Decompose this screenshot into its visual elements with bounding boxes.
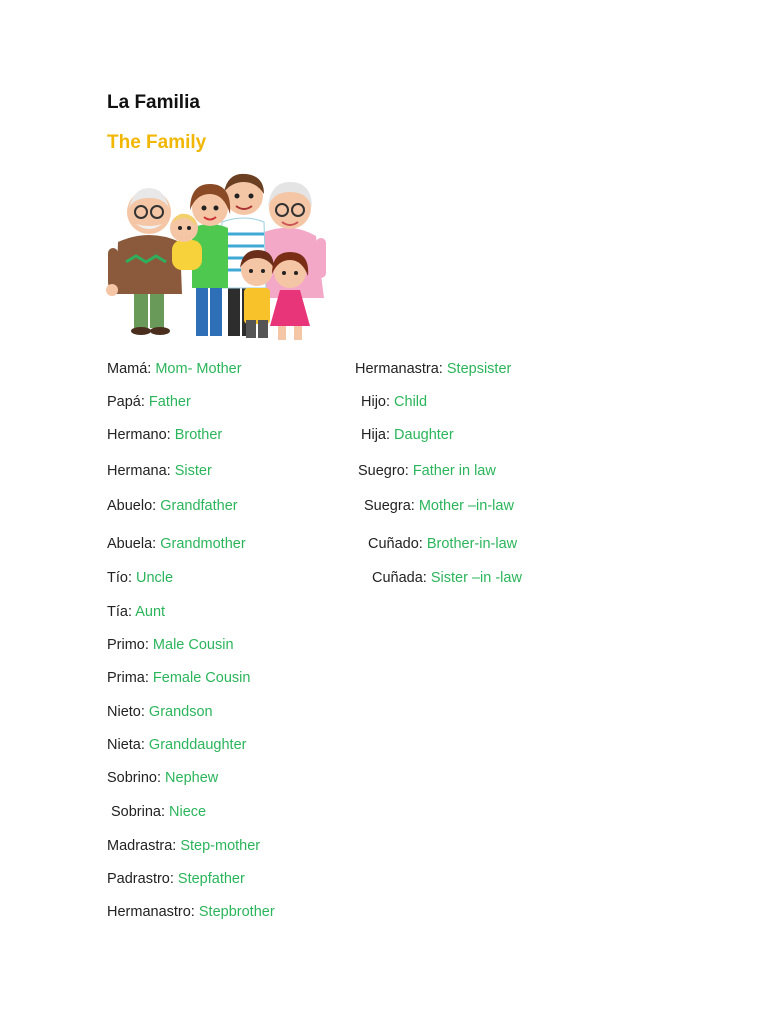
spanish-term: Sobrina: [111,804,170,820]
english-translation: Brother [174,427,223,443]
english-translation: Mom- Mother [155,361,242,377]
english-translation: Stepfather [177,871,245,887]
spanish-term: Hermano: [107,427,175,443]
grandfather-figure [106,188,182,335]
english-translation: Mother –in-law [418,498,514,514]
vocab-right-entry [355,361,511,377]
spanish-term: Padrastro: [107,871,178,887]
spanish-term: Papá: [107,394,149,410]
english-translation: Sister –in -law [430,570,522,586]
english-translation: Brother-in-law [426,536,518,552]
page-title: La Familia [107,92,200,113]
spanish-term: Abuela: [107,536,161,552]
vocab-right-entry [361,394,427,410]
vocab-right-entry [361,427,454,443]
vocab-left-entry [107,670,250,686]
vocab-left-entry [107,904,275,920]
vocab-left-entry [107,361,242,377]
spanish-term: Suegra: [364,498,419,514]
vocab-left-entry [107,770,218,786]
spanish-term: Prima: [107,670,153,686]
spanish-term: Cuñada: [372,570,431,586]
family-illustration [104,170,332,346]
page-subtitle: The Family [107,132,207,153]
english-translation: Stepsister [446,361,512,377]
english-translation: Grandson [148,704,213,720]
english-translation: Child [394,394,428,410]
spanish-term: Cuñado: [368,536,427,552]
spanish-term: Hijo: [361,394,395,410]
vocab-right-entry [372,570,522,586]
vocab-right-entry [358,463,496,479]
english-translation: Uncle [136,570,174,586]
vocab-left-entry [107,637,234,653]
spanish-term: Hermana: [107,463,175,479]
english-translation: Male Cousin [152,637,234,653]
english-translation: Stepbrother [198,904,275,920]
vocab-left-entry [111,804,206,820]
spanish-term: Hermanastro: [107,904,199,920]
vocab-right-entry [364,498,514,514]
english-translation: Father [148,394,191,410]
english-translation: Daughter [394,427,454,443]
english-translation: Niece [169,804,207,820]
spanish-term: Sobrino: [107,770,166,786]
english-translation: Female Cousin [152,670,251,686]
english-translation: Aunt [135,604,166,620]
english-translation: Nephew [165,770,219,786]
vocab-left-entry [107,570,173,586]
spanish-term: Hermanastra: [355,361,447,377]
vocab-left-entry [107,604,165,620]
vocab-left-entry [107,427,222,443]
english-translation: Father in law [412,463,496,479]
spanish-term: Mamá: [107,361,156,377]
spanish-term: Hija: [361,427,395,443]
spanish-term: Tío: [107,570,137,586]
spanish-term: Tía: [107,604,136,620]
spanish-term: Suegro: [358,463,413,479]
english-translation: Grandmother [160,536,246,552]
vocab-left-entry [107,704,213,720]
vocab-left-entry [107,463,212,479]
vocab-left-entry [107,838,260,854]
vocab-left-entry [107,394,191,410]
spanish-term: Madrastra: [107,838,181,854]
spanish-term: Primo: [107,637,153,653]
vocab-left-entry [107,871,245,887]
english-translation: Grandfather [160,498,238,514]
english-translation: Granddaughter [148,737,247,753]
spanish-term: Nieto: [107,704,149,720]
english-translation: Sister [174,463,212,479]
vocab-left-entry [107,536,246,552]
english-translation: Step-mother [180,838,261,854]
vocab-left-entry [107,737,246,753]
spanish-term: Abuelo: [107,498,161,514]
spanish-term: Nieta: [107,737,149,753]
vocab-left-entry [107,498,238,514]
vocab-right-entry [368,536,517,552]
